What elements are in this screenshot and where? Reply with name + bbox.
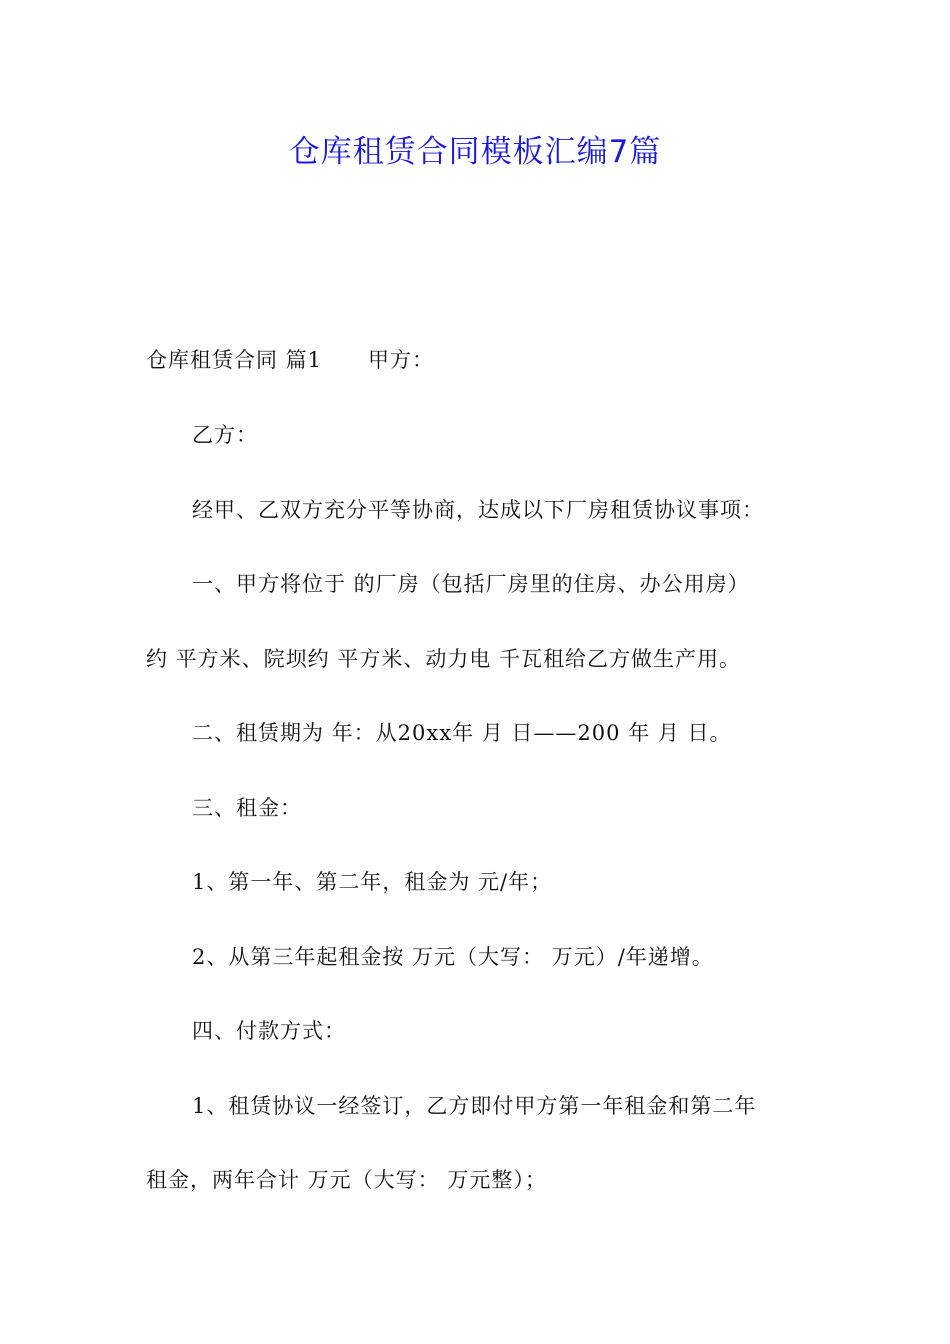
- clause-3-item-2: 2、从第三年起租金按 万元（大写： 万元）/年递增。: [192, 945, 714, 969]
- party-a-label: 甲方：: [368, 348, 435, 372]
- clause-1-line-2: 约 平方米、院坝约 平方米、动力电 千瓦租给乙方做生产用。: [146, 647, 742, 671]
- clause-4-item-1-line-1: 1、租赁协议一经签订，乙方即付甲方第一年租金和第二年: [192, 1094, 757, 1118]
- document-title: 仓库租赁合同模板汇编7篇: [288, 134, 662, 170]
- clause-4-item-1-line-2: 租金，两年合计 万元（大写： 万元整）；: [146, 1168, 547, 1192]
- clause-3-item-1: 1、第一年、第二年，租金为 元/年；: [192, 870, 553, 894]
- section-heading: 仓库租赁合同 篇1: [146, 348, 323, 372]
- clause-4-heading: 四、付款方式：: [192, 1019, 346, 1043]
- section-heading-line: [146, 345, 826, 375]
- clause-3-heading: 三、租金：: [192, 796, 302, 820]
- paragraph-intro: 经甲、乙双方充分平等协商，达成以下厂房租赁协议事项：: [192, 498, 764, 522]
- clause-2: 二、租赁期为 年：从20xx年 月 日——200 年 月 日。: [192, 721, 732, 745]
- party-b-label: 乙方：: [192, 423, 258, 447]
- clause-1-line-1: 一、甲方将位于 的厂房（包括厂房里的住房、办公用房）: [192, 572, 750, 596]
